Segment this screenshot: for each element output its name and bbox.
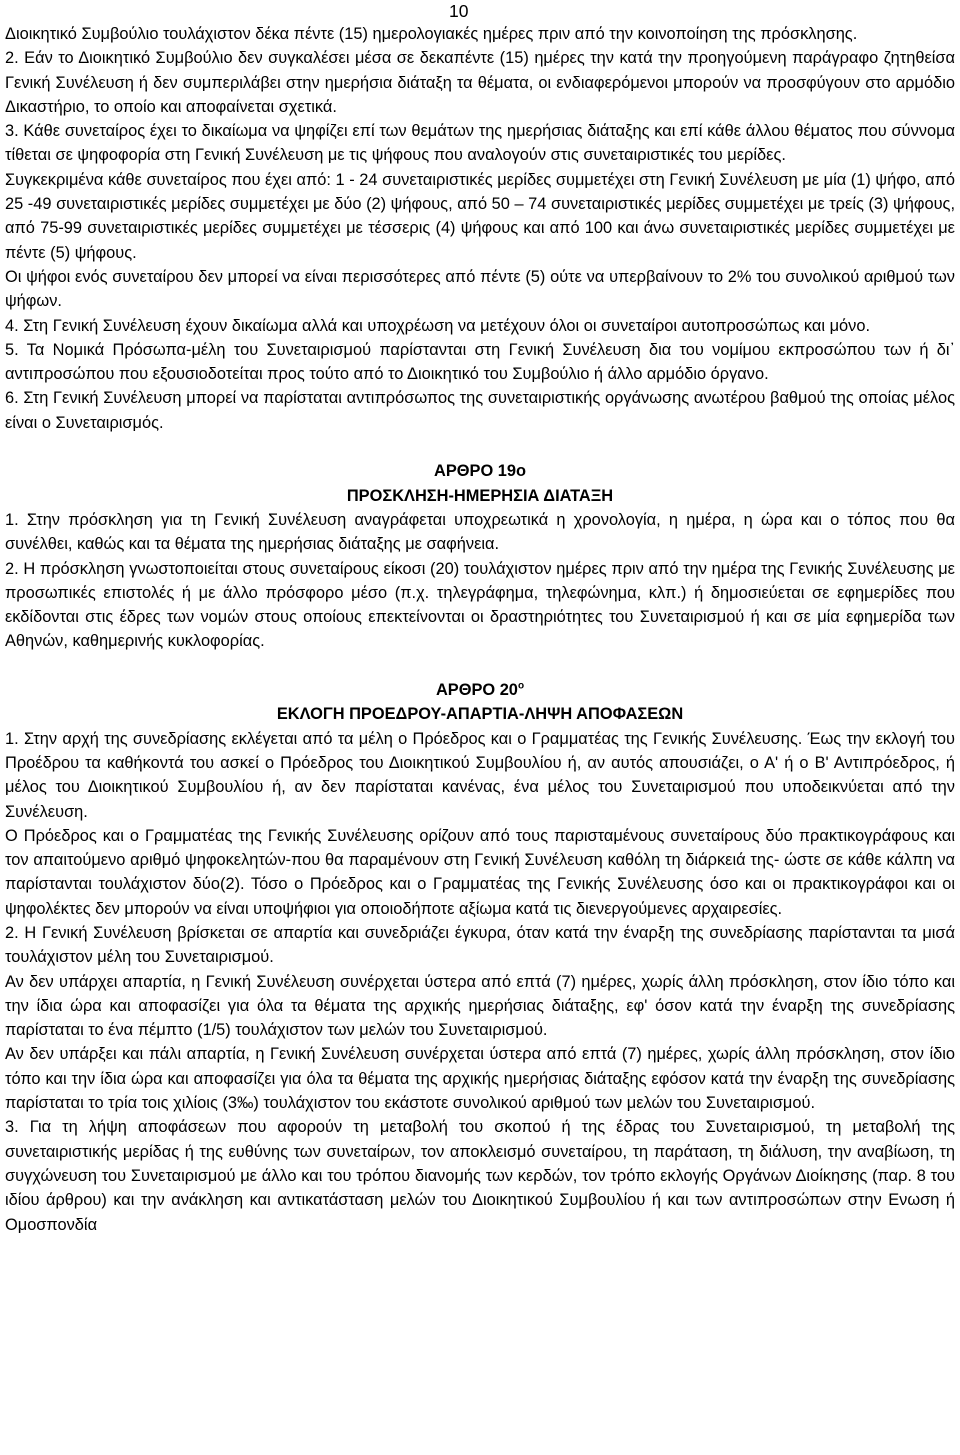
article-20-paragraph-2: Ο Πρόεδρος και ο Γραμματέας της Γενικής Συνέλευσης ορίζουν από τους παρισταμένους συνεταίρους δύο πρακτικογράφους και τον απαιτούμενο αριθμό ψηφοκελητών-που θα παραμένουν στη Γενική Συνέλευση καθόλη τη διάρκειά της- ώστε σε κάθε κάλπη να παρίστανται τουλάχιστον δύο(2). Τόσο ο Πρόεδρος και ο Γραμματέας της Γενικής Συνέλευσης όσο και οι πρακτικογράφοι και οι ψηφολέκτες δεν μπορούν να είναι υποψήφιοι για οποιοδήποτε αξίωμα κατά τις διενεργούμενες αρχαιρεσίες. (5, 826, 955, 918)
document-body (5, 22, 955, 1237)
article-20-paragraph-3: 2. Η Γενική Συνέλευση βρίσκεται σε απαρτία και συνεδριάζει έγκυρα, όταν κατά την έναρξη της συνεδρίασης παρίστανται τα μισά τουλάχιστον μέλη του Συνεταιρισμού. (5, 923, 955, 967)
article-19-paragraph-2: 2. Η πρόσκληση γνωστοποιείται στους συνεταίρους είκοσι (20) τουλάχιστον ημέρες πριν από την ημέρα της Γενικής Συνέλευσης με προσωπικές επιστολές ή με άλλο πρόσφορο μέσο (π.χ. τηλεγράφημα, τηλεφώνημα, κλπ.) ή δημοσιεύεται σε εφημερίδες που εκδίδονται στις έδρες των νομών στους οποίους επεκτείνονται οι δραστηριότητες του Συνεταιρισμού ή και σε μία εφημερίδα των Αθηνών, καθημερινής κυκλοφορίας. (5, 559, 955, 651)
intro-paragraph-4: Συγκεκριμένα κάθε συνεταίρος που έχει από: 1 - 24 συνεταιριστικές μερίδες συμμετέχει στη Γενική Συνέλευση με μία (1) ψήφο, από 25 -49 συνεταιριστικές μερίδες συμμετέχει με δύο (2) ψήφους, από 50 – 74 συνεταιριστικές μερίδες συμμετέχει με τρείς (3) ψήφους, από 75-99 συνεταιριστικές μερίδες συμμετέχει με τέσσερις (4) ψήφους και από 100 και άνω συνεταιριστικές μερίδες συμμετέχει με πέντε (5) ψήφους. (5, 170, 955, 262)
article-20-subtitle: ΕΚΛΟΓΗ ΠΡΟΕΔΡΟΥ-ΑΠΑΡΤΙΑ-ΛΗΨΗ ΑΠΟΦΑΣΕΩΝ (276, 705, 684, 724)
intro-paragraph-7: 5. Τα Νομικά Πρόσωπα-μέλη του Συνεταιρισμού παρίστανται στη Γενική Συνέλευση δια του νομίμου εκπροσώπου των ή δι᾽ αντιπροσώπου που εξουσιοδοτείται προς τούτο από το Διοικητικό του Συμβούλιο ή άλλο αρμόδιο όργανο. (5, 340, 955, 384)
article-19-title: ΑΡΘΡΟ 19ο (434, 462, 526, 481)
article-20-paragraph-1: 1. Στην αρχή της συνεδρίασης εκλέγεται από τα μέλη ο Πρόεδρος και ο Γραμματέας της Γενικής Συνέλευσης. Έως την εκλογή του Προέδρου τα καθήκοντά του ασκεί ο Πρόεδρος του Διοικητικού Συμβουλίου ή, αν αυτός απουσιάζει, ο Α' ή ο Β' Αντιπρόεδρος, ή μέλος του Διοικητικού Συμβουλίου ή, αν δεν παρίσταται κανένας, ένα μέλος του Συνεταιρισμού που υποδεικνύεται από την Συνέλευση. (5, 729, 955, 821)
intro-paragraph-1: Διοικητικό Συμβούλιο τουλάχιστον δέκα πέντε (15) ημερολογιακές ημέρες πριν από την κοινοποίηση της πρόσκλησης. (5, 25, 858, 43)
article-19-paragraph-1: 1. Στην πρόσκληση για τη Γενική Συνέλευση αναγράφεται υποχρεωτικά η χρονολογία, η ημέρα, η ώρα και ο τόπος που θα συνέλθει, καθώς και τα θέματα της ημερήσιας διάταξης με σαφήνεια. (5, 510, 955, 554)
intro-paragraph-8: 6. Στη Γενική Συνέλευση μπορεί να παρίσταται αντιπρόσωπος της συνεταιριστικής οργάνωσης ανωτέρου βαθμού της οποίας μέλος είναι ο Συνεταιρισμός. (5, 389, 955, 432)
spacer (5, 654, 955, 678)
article-20-title (5, 678, 955, 702)
article-20-title-superscript: ο (517, 680, 525, 692)
article-19-subtitle: ΠΡΟΣΚΛΗΣΗ-ΗΜΕΡΗΣΙΑ ΔΙΑΤΑΞΗ (346, 486, 614, 505)
intro-paragraph-6: 4. Στη Γενική Συνέλευση έχουν δικαίωμα αλλά και υποχρέωση να μετέχουν όλοι οι συνεταίροι αυτοπροσώπως και μόνο. (5, 316, 871, 335)
intro-paragraph-3: 3. Κάθε συνεταίρος έχει το δικαίωμα να ψηφίζει επί των θεμάτων της ημερήσιας διάταξης και επί κάθε άλλου θέματος που σύννομα τίθεται σε ψηφοφορία στη Γενική Συνέλευση με τις ψήφους που αναλογούν στις συνεταιριστικές του μερίδες. (5, 122, 955, 165)
intro-paragraph-5: Οι ψήφοι ενός συνεταίρου δεν μπορεί να είναι περισσότερες από πέντε (5) ούτε να υπερβαίνουν το 2% του συνολικού αριθμού των ψήφων. (5, 267, 955, 311)
article-20-paragraph-6: 3. Για τη λήψη αποφάσεων που αφορούν τη μεταβολή του σκοπού ή της έδρας του Συνεταιρισμού, τη μεταβολή της συνεταιριστικής μερίδας ή της ευθύνης των συνεταίρων, τον αποκλεισμό συνεταίρου, τη παράταση, τη διάλυση, την αναβίωση, τη συγχώνευση του Συνεταιρισμού με άλλο και του τρόπου διανομής των κερδών, τον τρόπο εκλογής Οργάνων Διοίκησης (παρ. 8 του ιδίου άρθρου) και την ανάκληση και αντικατάσταση μελών του Διοικητικού Συμβουλίου ή και των αντιπροσώπων στην Ενωση ή Ομοσπονδία (5, 1118, 955, 1234)
spacer (5, 435, 955, 459)
article-20-title-main: ΑΡΘΡΟ 20 (435, 681, 518, 700)
article-20-paragraph-5: Αν δεν υπάρξει και πάλι απαρτία, η Γενική Συνέλευση συνέρχεται ύστερα από επτά (7) ημέρες, χωρίς άλλη πρόσκληση, στον ίδιο τόπο και την ίδια ώρα και αποφασίζει για όλα τα θέματα της αρχικής ημερήσιας διάταξης εφόσον κατά την έναρξη της συνεδρίασης παρίσταται το τρία τοις χιλίοις (3‰) τουλάχιστον του εκάστοτε συνολικού αριθμού των μελών του Συνεταιρισμού. (5, 1045, 955, 1113)
article-20-paragraph-4: Αν δεν υπάρχει απαρτία, η Γενική Συνέλευση συνέρχεται ύστερα από επτά (7) ημέρες, χωρίς άλλη πρόσκληση, στον ίδιο τόπο και την ίδια ώρα και αποφασίζει για όλα τα θέματα της αρχικής ημερήσιας διάταξης, εφ' όσον κατά την έναρξη της συνεδρίασης παρίσταται το ένα πέμπτο (1/5) τουλάχιστον των μελών του Συνεταιρισμού. (5, 972, 955, 1040)
page-number: 10 (449, 1, 469, 21)
intro-paragraph-2: 2. Εάν το Διοικητικό Συμβούλιο δεν συγκαλέσει μέσα σε δεκαπέντε (15) ημέρες την κατά την προηγούμενη παράγραφο ζητηθείσα Γενική Συνέλευση ή δεν συμπεριλάβει στην ημερήσια διάταξη τα θέματα, οι ενδιαφερόμενοι μπορούν να προσφύγουν στο αρμόδιο Δικαστήριο, το οποίο και αποφαίνεται σχετικά. (5, 49, 955, 116)
